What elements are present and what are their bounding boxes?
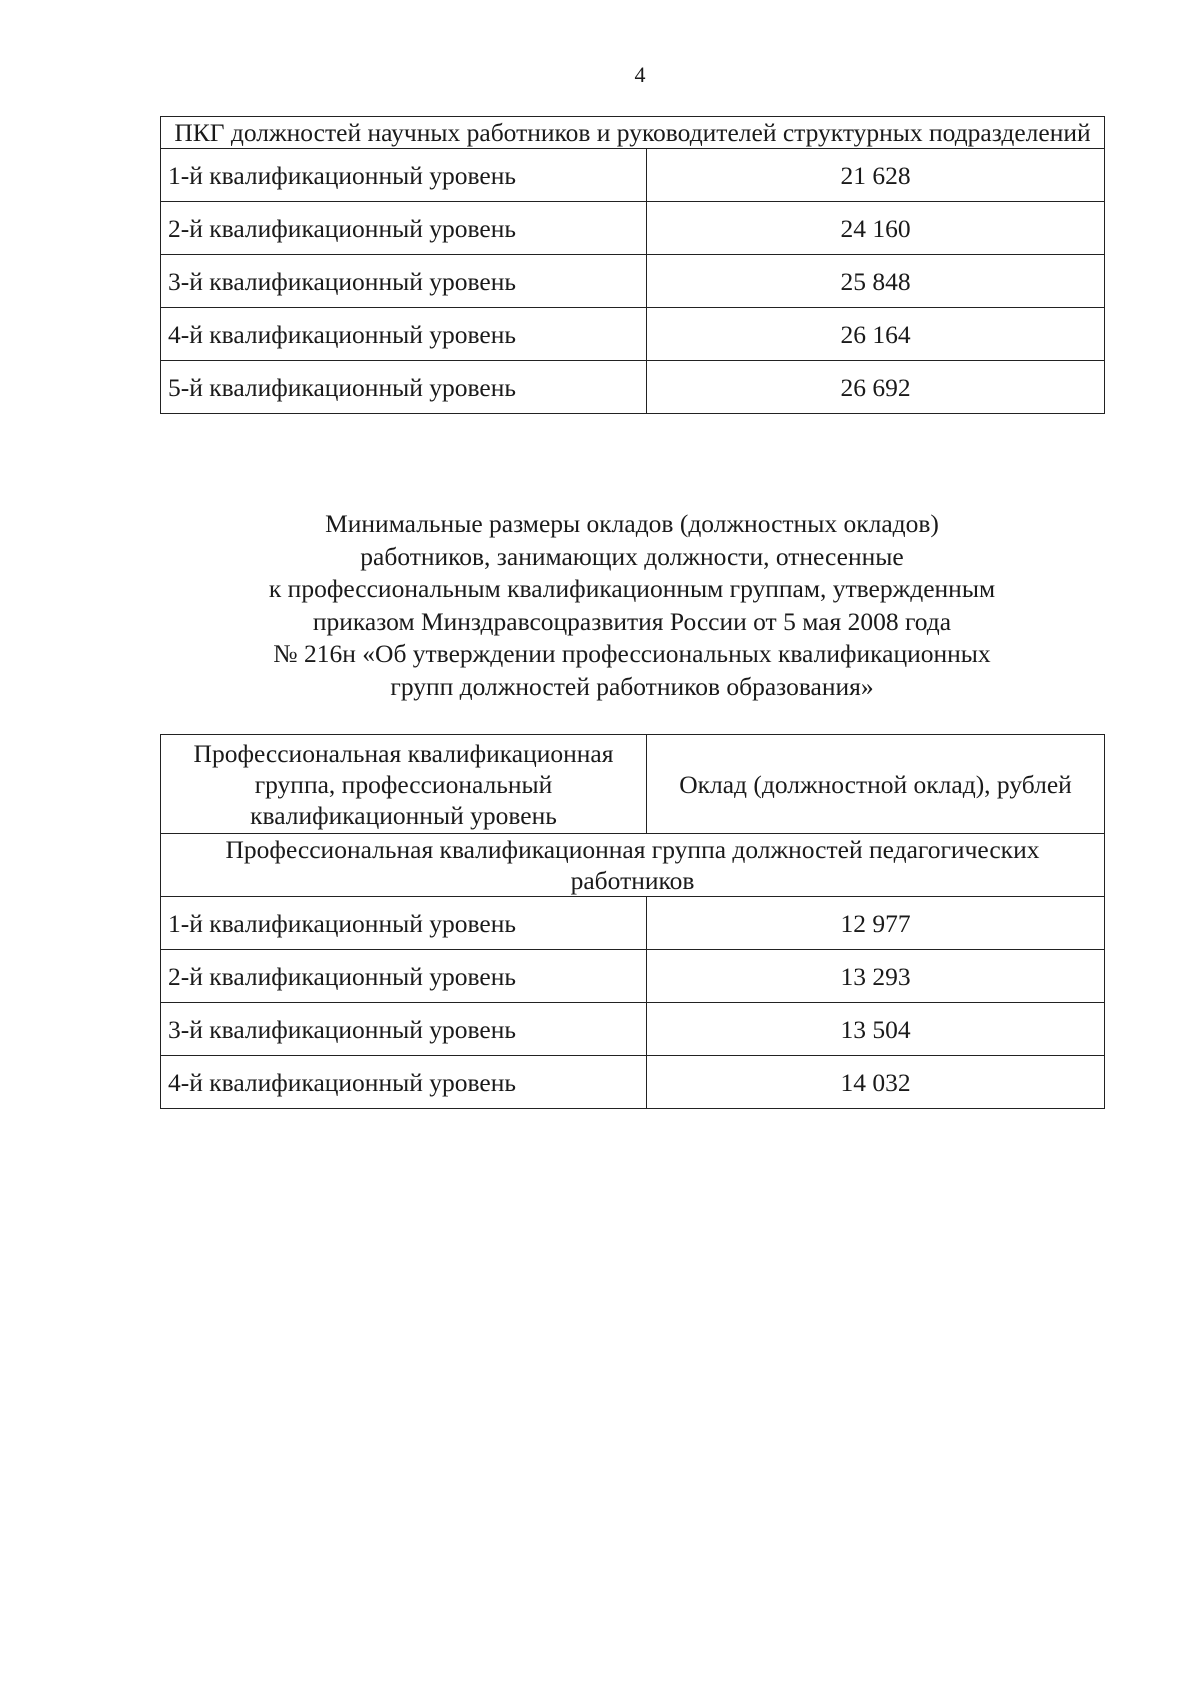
level-cell: 1-й квалификационный уровень [161,149,647,202]
table-row [161,308,1105,361]
heading-line: № 216н «Об утверждении профессиональных квалификационных [273,639,991,668]
column-header-salary: Оклад (должностной оклад), рублей [647,735,1105,834]
page-number: 4 [634,62,646,87]
heading-line: к профессиональным квалификационным группам, утвержденным [268,574,996,603]
section-heading [160,508,1104,703]
salary-cell: 21 628 [647,149,1105,202]
level-cell: 5-й квалификационный уровень [161,361,647,414]
heading-line: Минимальные размеры окладов (должностных окладов) [325,509,939,538]
heading-line: работников, занимающих должности, отнесенные [360,541,904,571]
column-header-group-level: Профессиональная квалификационная группа, профессиональный квалификационный уровень [161,735,647,834]
table-group-row [161,117,1105,149]
table-header-row [161,735,1105,834]
table-row [161,950,1105,1003]
salary-cell: 12 977 [647,897,1105,950]
table-row [161,361,1105,414]
table-row [161,1056,1105,1109]
heading-line: групп должностей работников образования» [390,671,874,701]
table-row [161,149,1105,202]
salary-cell: 25 848 [647,255,1105,308]
salary-cell: 14 032 [647,1056,1105,1109]
salary-cell: 26 692 [647,361,1105,414]
table-row [161,1003,1105,1056]
group-title-cell: Профессиональная квалификационная группа должностей педагогических работников [161,834,1105,897]
table-education-staff-salaries [160,734,1105,1109]
group-title-cell: ПКГ должностей научных работников и руководителей структурных подразделений [161,117,1105,149]
level-cell: 3-й квалификационный уровень [161,1003,647,1056]
salary-cell: 24 160 [647,202,1105,255]
level-cell: 2-й квалификационный уровень [161,202,647,255]
salary-cell: 13 293 [647,950,1105,1003]
salary-cell: 13 504 [647,1003,1105,1056]
table-group-row [161,834,1105,897]
heading-line: приказом Минздравсоцразвития России от 5 мая 2008 года [312,606,952,636]
table-row [161,255,1105,308]
level-cell: 3-й квалификационный уровень [161,255,647,308]
level-cell: 1-й квалификационный уровень [161,897,647,950]
level-cell: 4-й квалификационный уровень [161,308,647,361]
level-cell: 2-й квалификационный уровень [161,950,647,1003]
table-row [161,897,1105,950]
level-cell: 4-й квалификационный уровень [161,1056,647,1109]
table-row [161,202,1105,255]
table-science-staff-salaries [160,116,1105,414]
salary-cell: 26 164 [647,308,1105,361]
